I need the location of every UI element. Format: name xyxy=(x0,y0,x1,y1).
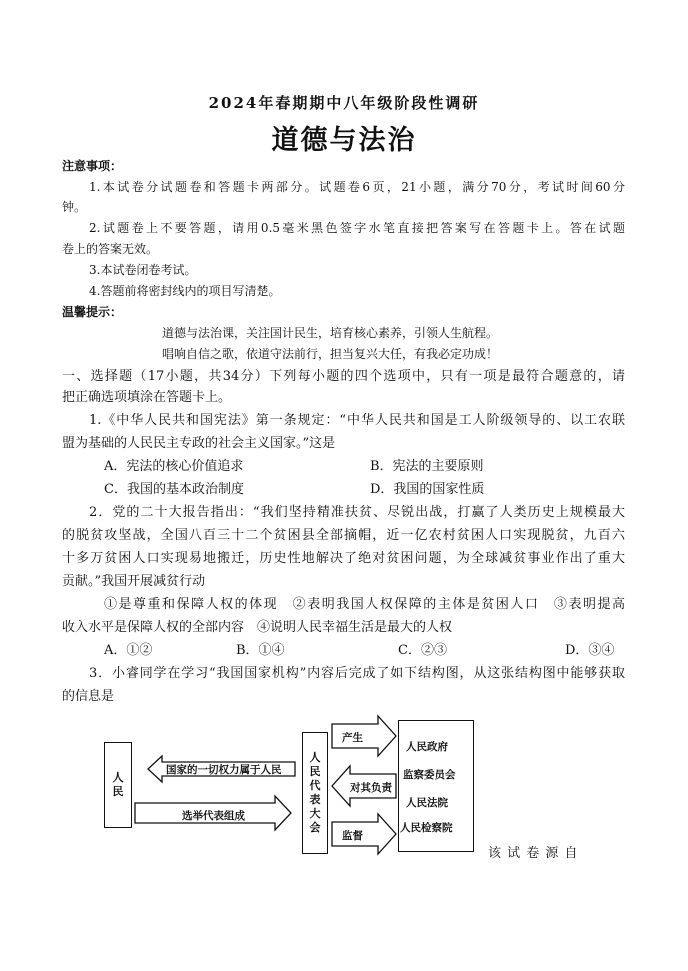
q1-line-2: 盟为基础的人民民主专政的社会主义国家。”这是 xyxy=(62,436,336,451)
q2-option-d: D．③④ xyxy=(565,643,615,658)
q1-option-d: D．我国的国家性质 xyxy=(370,482,485,497)
responsible-label: 对其负责 xyxy=(350,782,392,794)
tips-line-1: 道德与法治课，关注国计民生，培育核心素养，引领人生航程。 xyxy=(162,326,499,340)
q2-statements-line-1: ①是尊重和保障人权的体现 ②表明我国人权保障的主体是贫困人口 ③表明提高 xyxy=(104,597,625,612)
people-box xyxy=(104,742,132,828)
arrow-top-label: 国家的一切权力属于人民 xyxy=(166,764,282,776)
subject-title: 道德与法治 xyxy=(271,125,417,156)
organ-government: 人民政府 xyxy=(406,741,448,753)
produce-label: 产生 xyxy=(342,732,363,744)
q3-line-2: 的信息是 xyxy=(62,689,115,704)
organ-procuratorate: 人民检察院 xyxy=(400,822,453,834)
congress-label: 人民代表大会 xyxy=(309,751,321,834)
q2-option-a: A．①② xyxy=(104,643,153,658)
notice-item-3: 3.本试卷闭卷考试。 xyxy=(89,263,197,277)
tips-heading: 温馨提示： xyxy=(62,305,123,319)
q2-statements-line-2: 收入水平是保障人权的全部内容 ④说明人民幸福生活是最大的人权 xyxy=(62,620,453,635)
congress-box xyxy=(302,732,328,854)
supervise-label: 监督 xyxy=(342,830,363,842)
section-1-line-2: 把正确选项填涂在答题卡上。 xyxy=(62,390,232,405)
q1-option-a: A．宪法的核心价值追求 xyxy=(104,459,244,474)
q2-line-2: 的脱贫攻坚战，全国八百三十二个贫困县全部摘帽，近一亿农村贫困人口实现脱贫，九百六 xyxy=(62,528,625,543)
arrow-bottom-label: 选举代表组成 xyxy=(182,810,245,822)
footer-source-note: 该 试 卷 源 自 xyxy=(488,846,579,861)
notice-item-1-line-2: 钟。 xyxy=(62,200,87,214)
q2-line-1: 2．党的二十大报告指出：“我们坚持精准扶贫、尽锐出战，打赢了人类历史上规模最大 xyxy=(89,505,625,520)
q2-option-c: C．②③ xyxy=(398,643,447,658)
notice-item-2-line-2: 卷上的答案无效。 xyxy=(62,242,159,256)
section-1-line-1: 一、选择题（17小题，共34分）下列每小题的四个选项中，只有一项是最符合题意的，请 xyxy=(62,369,625,384)
q1-option-c: C．我国的基本政治制度 xyxy=(104,482,244,497)
q1-line-1: 1.《中华人民共和国宪法》第一条规定：“中华人民共和国是工人阶级领导的、以工农联 xyxy=(89,413,625,428)
q2-option-b: B．①④ xyxy=(236,643,285,658)
organ-supervisory-commission: 监察委员会 xyxy=(403,769,456,781)
q3-line-1: 3．小睿同学在学习“我国国家机构”内容后完成了如下结构图，从这张结构图中能够获取 xyxy=(89,666,625,681)
notice-item-1-line-1: 1.本试卷分试题卷和答题卡两部分。试题卷6页，21小题，满分70分，考试时间60分 xyxy=(89,180,625,194)
q1-option-b: B．宪法的主要原则 xyxy=(370,459,484,474)
q2-line-3: 十多万贫困人口实现易地搬迁，历史性地解决了绝对贫困问题，为全球减贫事业作出了重大 xyxy=(62,551,625,566)
q2-line-4: 贡献。”我国开展减贫行动 xyxy=(62,574,206,589)
exam-title: 2024年春期期中八年级阶段性调研 xyxy=(208,94,480,112)
notice-heading: 注意事项： xyxy=(62,159,123,173)
notice-item-4: 4.答题前将密封线内的项目写清楚。 xyxy=(89,284,281,298)
notice-item-2-line-1: 2.试题卷上不要答题，请用0.5毫米黑色签字水笔直接把答案写在答题卡上。答在试题 xyxy=(89,221,625,235)
structure-diagram xyxy=(100,712,480,857)
state-organs-box xyxy=(398,720,474,852)
organ-court: 人民法院 xyxy=(406,797,448,809)
tips-line-2: 唱响自信之歌，依道守法前行，担当复兴大任，有我必定功成！ xyxy=(162,347,499,361)
people-label: 人民 xyxy=(112,771,124,798)
